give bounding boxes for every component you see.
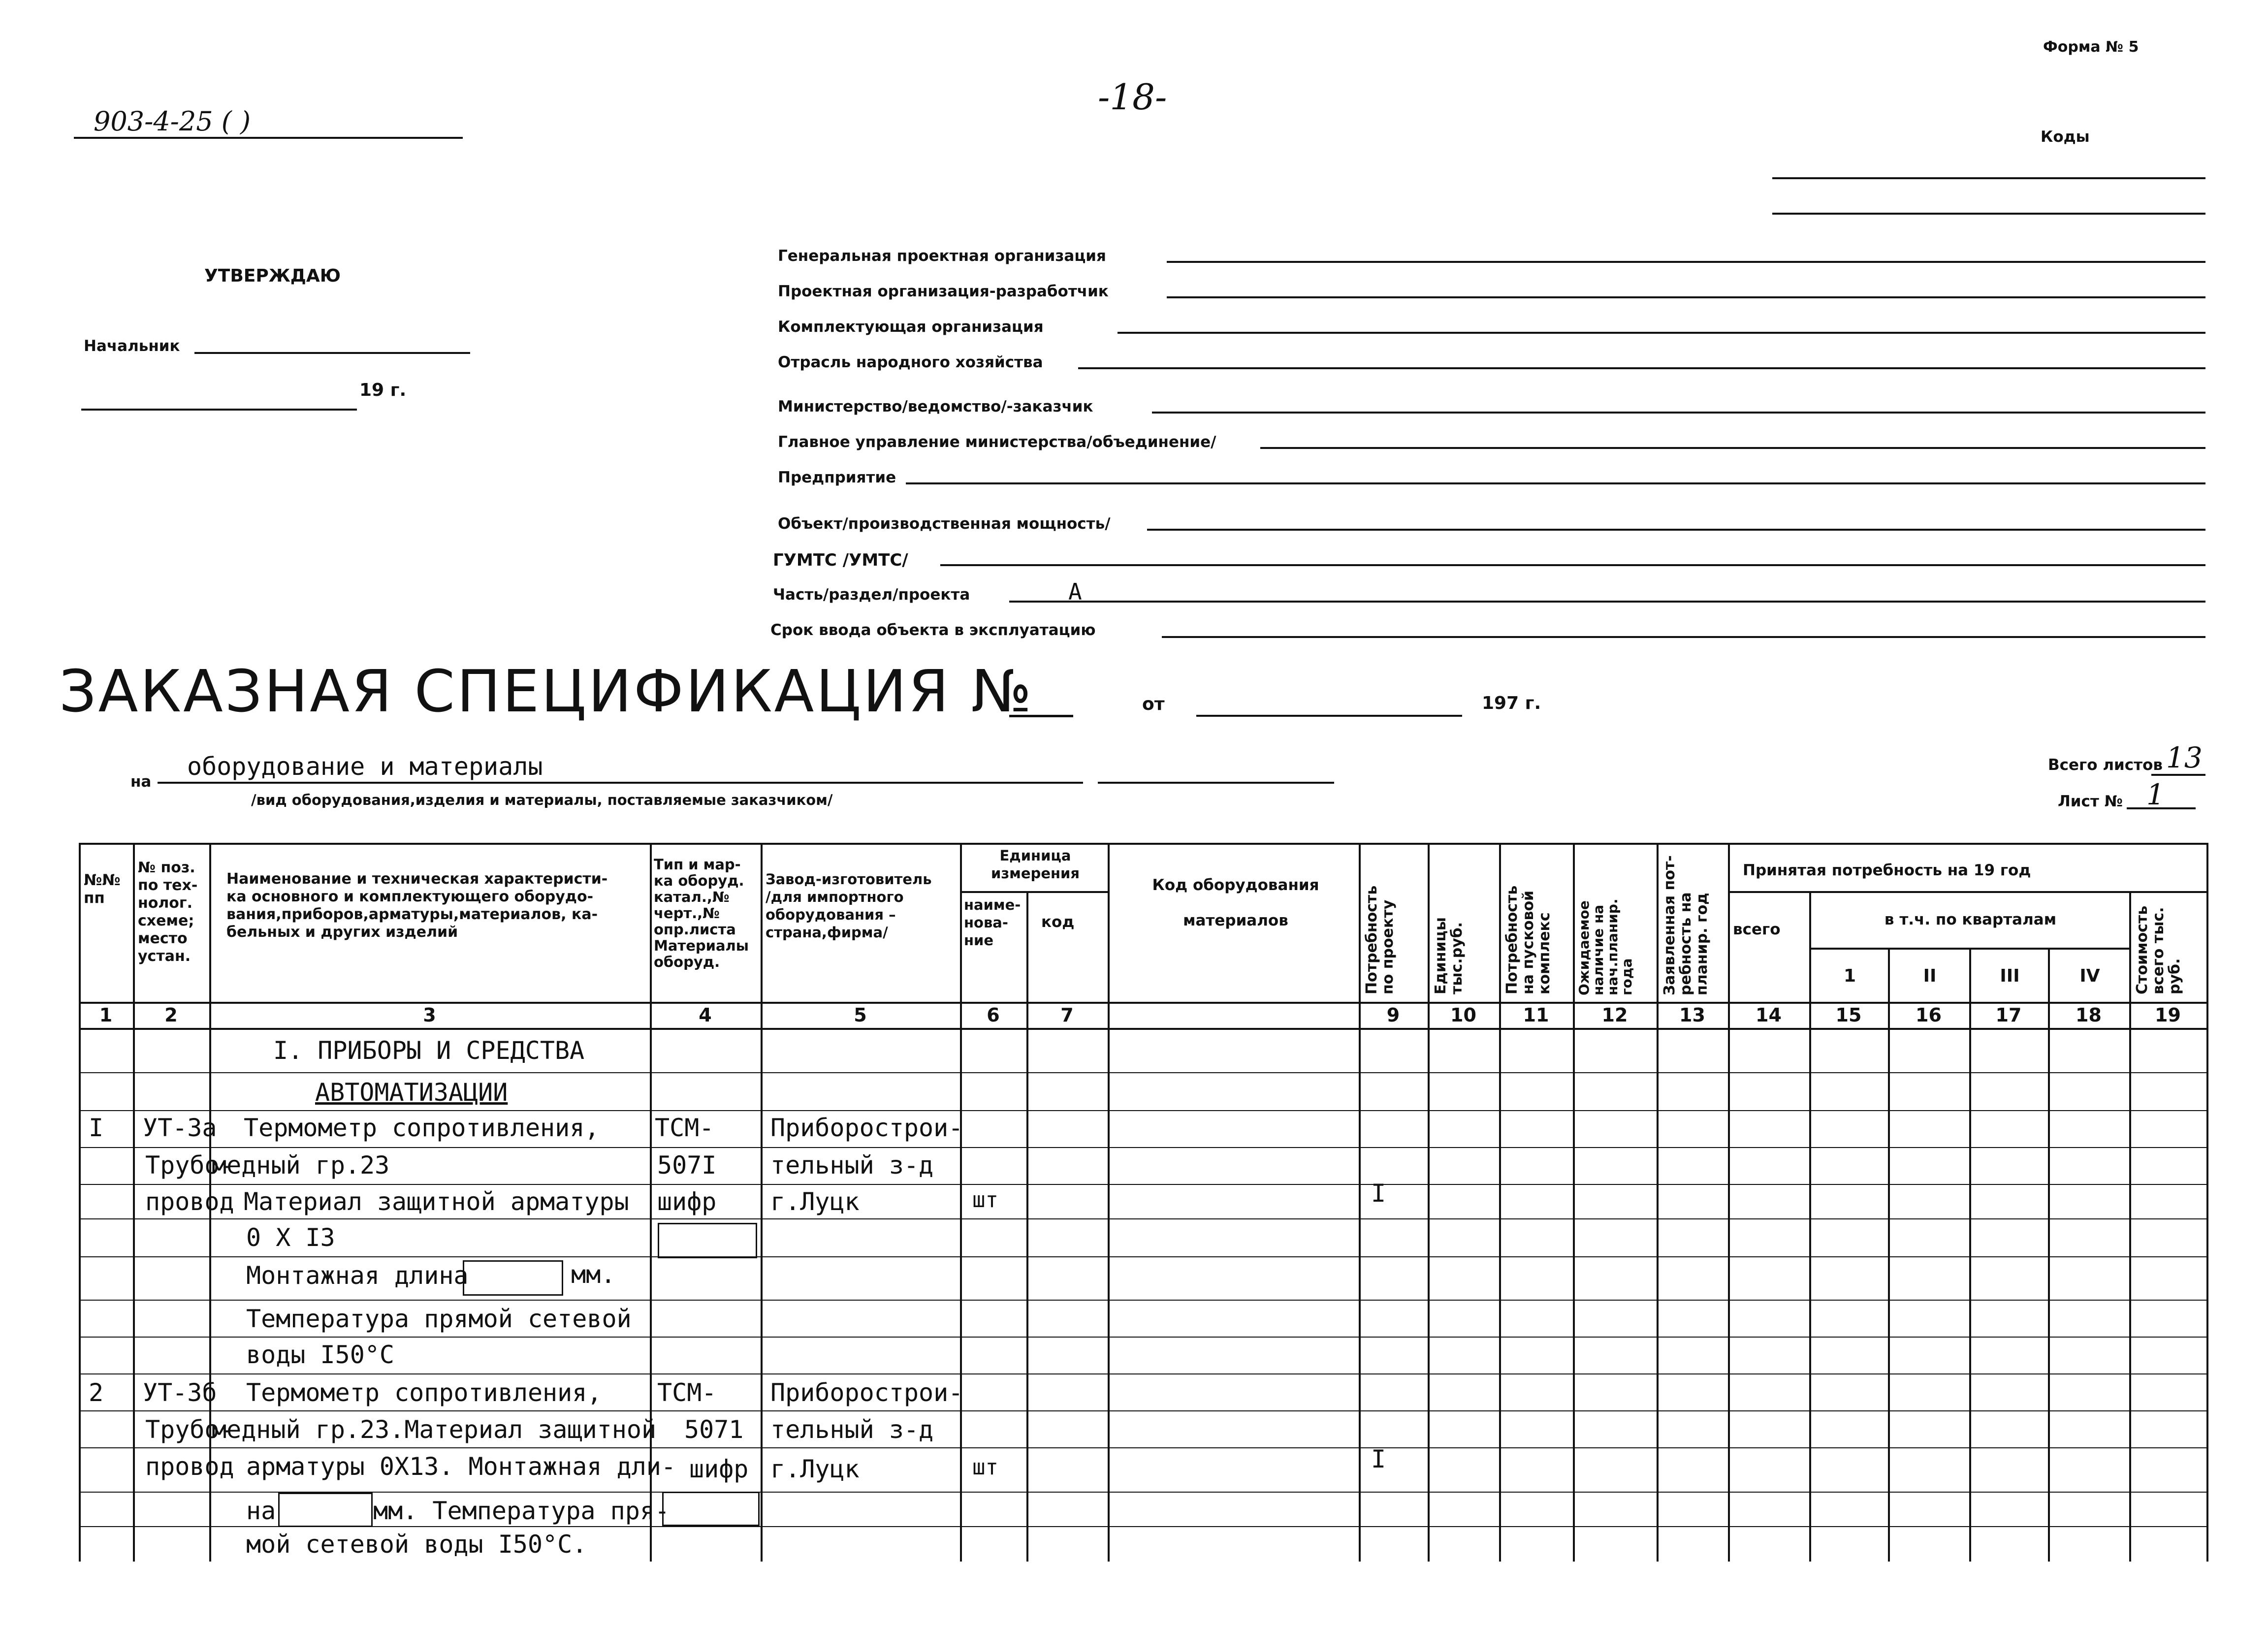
col-header-6: наиме- нова- ние: [964, 896, 1021, 949]
org-field-label: Министерство/ведомство/-заказчик: [778, 398, 1093, 415]
col-header-q3: III: [2000, 966, 2020, 986]
row1-desc: мм.: [571, 1260, 616, 1289]
col-number: 2: [164, 1004, 178, 1026]
sheet-no-label: Лист №: [2058, 793, 2123, 810]
row2-pos: Трубо-: [145, 1415, 234, 1444]
row1-desc: Монтажная длина: [246, 1261, 469, 1290]
col-header-8: Код оборудования материалов: [1152, 876, 1319, 929]
col-header-1: №№ пп: [84, 871, 121, 907]
row1-pos: провод: [145, 1187, 234, 1216]
section-title-line2: АВТОМАТИЗАЦИИ: [315, 1078, 508, 1107]
row1-manufacturer: г.Луцк: [770, 1187, 860, 1216]
row2-manufacturer: г.Луцк: [770, 1455, 860, 1483]
col-number: 19: [2155, 1004, 2181, 1026]
title-year: 197 г.: [1482, 693, 1541, 713]
org-field-label: Отрасль народного хозяйства: [778, 353, 1043, 371]
row2-manufacturer: тельный з-д: [770, 1415, 934, 1444]
row1-desc: воды I50°С: [246, 1341, 395, 1369]
col-header-14: всего: [1733, 921, 1781, 938]
chief-signature-line: [194, 352, 470, 354]
subject-line: [158, 782, 1083, 784]
row2-desc: мой сетевой воды I50°С.: [246, 1530, 587, 1559]
col-header-4: Тип и мар- ка оборуд. катал.,№ черт.,№ опр.листа Материалы оборуд.: [654, 856, 749, 970]
row1-unit: шт: [972, 1187, 998, 1213]
col-number: 1: [99, 1004, 113, 1026]
col-header-unit: Единица измерения: [991, 847, 1080, 882]
row2-pos: провод: [145, 1452, 234, 1481]
total-sheets-value: 13: [2166, 741, 2203, 774]
row1-pos: УТ-3а: [143, 1114, 217, 1142]
col-header-9: Потребность по проекту: [1363, 885, 1397, 994]
col-number: 7: [1060, 1004, 1074, 1026]
row2-pos: УТ-3б: [143, 1378, 217, 1407]
codes-line-1: [1772, 177, 2205, 179]
col-header-19: Стоимость всего тыс. руб.: [2134, 905, 2183, 994]
sheet-no-value: 1: [2146, 778, 2165, 811]
subject-caption: /вид оборудования,изделия и материалы, поставляемые заказчиком/: [251, 792, 833, 808]
org-field-line: [940, 564, 2205, 566]
col-number: 14: [1756, 1004, 1782, 1026]
row2-number: 2: [89, 1378, 104, 1407]
org-field-label: Срок ввода объекта в эксплуатацию: [770, 621, 1096, 639]
chief-label: Начальник: [84, 337, 180, 355]
row1-type: 507I: [657, 1151, 717, 1180]
row1-desc: медный гр.23: [212, 1151, 390, 1180]
col-header-5: Завод-изготовитель /для импортного оборудования – страна,фирма/: [766, 871, 932, 941]
col-number: 15: [1835, 1004, 1862, 1026]
col-header-quarters: в т.ч. по кварталам: [1884, 911, 2057, 928]
org-field-line: [1167, 261, 2205, 263]
from-label: от: [1142, 694, 1165, 714]
row2-type: шифр: [689, 1455, 749, 1483]
subject-value: оборудование и материалы: [187, 752, 543, 781]
row1-manufacturer: Приборострои-: [770, 1114, 963, 1142]
col-header-q1: 1: [1843, 966, 1856, 986]
org-field-label: Проектная организация-разработчик: [778, 283, 1109, 300]
org-field-line: [1152, 412, 2205, 414]
org-field-line: [1078, 367, 2205, 369]
org-field-label: Часть/раздел/проекта: [773, 586, 970, 604]
row2-type: ТСМ-: [657, 1378, 717, 1407]
row1-quantity: I: [1371, 1179, 1386, 1208]
col-header-2: № поз. по тех- нолог. схеме; место устан.: [138, 859, 198, 965]
subject-prefix: на: [130, 773, 152, 791]
org-field-line: [906, 482, 2205, 484]
project-part-value: А: [1068, 578, 1082, 605]
col-number: 5: [854, 1004, 867, 1026]
total-sheets-line: [2151, 774, 2205, 776]
col-number: 16: [1916, 1004, 1942, 1026]
org-field-line: [1009, 601, 2205, 603]
row2-quantity: I: [1371, 1445, 1386, 1473]
col-number: 11: [1523, 1004, 1549, 1026]
row1-desc: Материал защитной арматуры: [244, 1187, 629, 1216]
row2-desc: мм. Температура пря-: [373, 1497, 670, 1525]
col-number: 9: [1386, 1004, 1400, 1026]
row1-type: шифр: [657, 1187, 717, 1216]
row2-desc: медный гр.23.Материал защитной: [212, 1415, 657, 1444]
org-field-line: [1147, 529, 2205, 531]
approve-date-line: [81, 409, 357, 411]
col-number: 6: [987, 1004, 1000, 1026]
row2-manufacturer: Приборострои-: [770, 1378, 963, 1407]
row2-type: 5071: [684, 1415, 744, 1444]
doc-code-underline: [74, 137, 463, 139]
org-field-label: ГУМТС /УМТС/: [773, 550, 908, 570]
col-header-7: код: [1041, 913, 1075, 931]
col-number: 10: [1450, 1004, 1476, 1026]
form-label: Форма № 5: [2043, 38, 2139, 56]
row1-desc: Температура прямой сетевой: [246, 1305, 632, 1333]
sheet-no-line: [2127, 807, 2196, 809]
col-header-3: Наименование и техническая характеристи- ка основного и комплектующего оборудо- вания,приборов,арматуры,материалов, ка- бельных и других изделий: [226, 870, 608, 941]
org-field-line: [1118, 332, 2205, 334]
document-title: ЗАКАЗНАЯ СПЕЦИФИКАЦИЯ №: [59, 657, 1034, 725]
col-number: 13: [1679, 1004, 1705, 1026]
col-header-accepted: Принятая потребность на 19 год: [1743, 862, 2031, 879]
mounting-length-box[interactable]: [463, 1260, 563, 1296]
row1-desc: 0 Х I3: [246, 1223, 335, 1252]
date-line: [1196, 715, 1462, 717]
row1-manufacturer: тельный з-д: [770, 1151, 934, 1180]
org-field-line: [1260, 447, 2205, 449]
col-header-10: Единицы тыс.руб.: [1432, 917, 1466, 994]
org-field-line: [1162, 636, 2205, 638]
row1-pos: Трубо-: [145, 1151, 234, 1180]
row1-number: I: [89, 1114, 104, 1142]
approve-title: УТВЕРЖДАЮ: [204, 266, 341, 286]
org-field-line: [1167, 296, 2205, 298]
codes-label: Коды: [2041, 128, 2090, 146]
spec-number-line: [1009, 715, 1073, 717]
col-number: 17: [1995, 1004, 2022, 1026]
col-number: 12: [1601, 1004, 1628, 1026]
row1-type: ТСМ-: [655, 1114, 714, 1142]
org-field-label: Объект/производственная мощность/: [778, 515, 1111, 533]
col-header-q4: IV: [2079, 966, 2100, 986]
row2-unit: шт: [972, 1455, 998, 1480]
org-field-label: Предприятие: [778, 469, 896, 486]
total-sheets-label: Всего листов: [2048, 756, 2163, 774]
org-field-label: Комплектующая организация: [778, 318, 1044, 336]
approve-year: 19 г.: [359, 380, 407, 400]
row2-desc: Термометр сопротивления,: [246, 1378, 602, 1407]
col-number: 4: [699, 1004, 712, 1026]
code-box[interactable]: [662, 1492, 760, 1526]
col-header-q2: II: [1923, 966, 1937, 986]
col-header-12: Ожидаемое наличие на нач.планир. года: [1576, 898, 1635, 995]
code-box[interactable]: [658, 1223, 757, 1258]
row1-desc: Термометр сопротивления,: [244, 1114, 600, 1142]
page-number: -18-: [1098, 76, 1167, 118]
row2-desc: арматуры 0Х13. Монтажная дли-: [246, 1452, 676, 1481]
subject-line-2: [1098, 782, 1334, 784]
col-header-13: Заявленная пот- ребность на планир. год: [1661, 855, 1711, 995]
org-field-label: Главное управление министерства/объединение/: [778, 433, 1216, 451]
section-title-line1: I. ПРИБОРЫ И СРЕДСТВА: [273, 1036, 585, 1065]
col-number: 3: [423, 1004, 436, 1026]
mounting-length-box[interactable]: [278, 1493, 373, 1527]
doc-code: 903-4-25 ( ): [94, 106, 251, 137]
row2-desc: на: [246, 1497, 276, 1525]
col-number: 18: [2076, 1004, 2102, 1026]
org-field-label: Генеральная проектная организация: [778, 247, 1106, 265]
codes-line-2: [1772, 213, 2205, 215]
col-header-11: Потребность на пусковой комплекс: [1503, 885, 1553, 994]
